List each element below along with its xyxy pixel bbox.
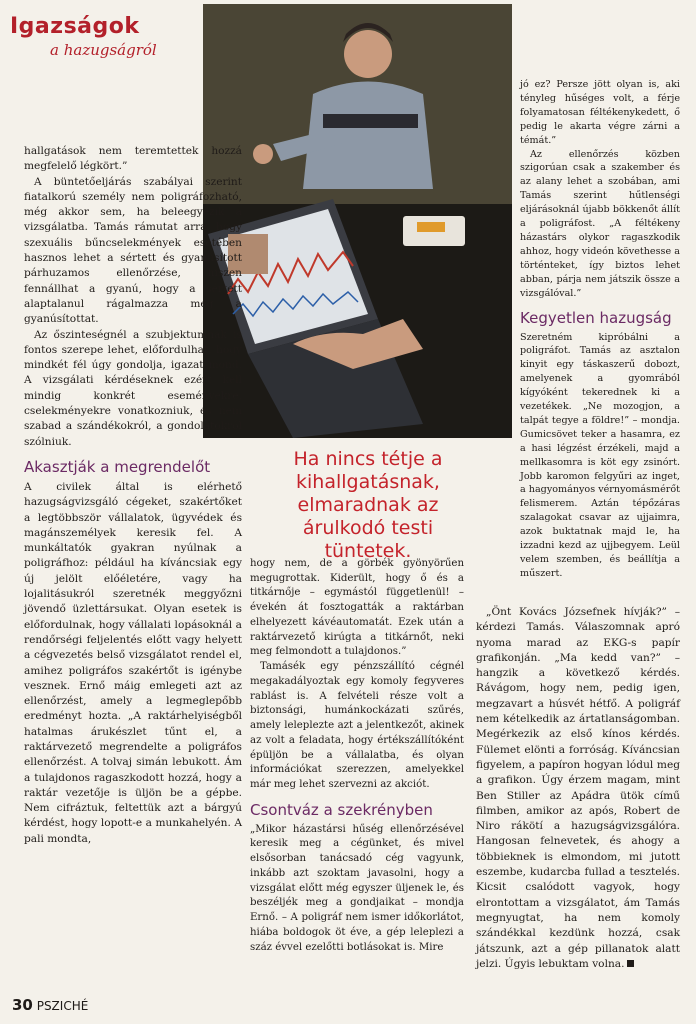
col2-paragraph-1: hogy nem, de a görbék gyönyörűen megugrottak. Kiderült, hogy ő és a titkárnője – egymástól függetlenül! – évekén át fosztogatták a raktárban elhelyezett kávéautomatát. Ezek után a raktárvezető kirúgta a titkárnőt, neki meg felmondott a tulajdonos.” [250,558,464,658]
col1-paragraph-2: A büntetőeljárás szabályai szerint fiatalkorú személy nem poligráfozható, még akkor sem, ha beleegyezik a vizsgálatba. Tamás rámutat arra, hogy szexuális bűncselekmények esetében hasznos lehet a sértett és gyanúsított párhuzamos ellenőrzése, hiszen fennállhat a gyanú, hogy a sértett alaptalanul rágalmazza meg a gyanúsítottat. [24,175,242,326]
col1-paragraph-3: Az őszinteségnél a szubjektumnak is fontos szerepe lehet, előfordulhat, hogy mindkét fél úgy gondolja, igazat mond. A vizsgálati kérdéseknek ezért kell mindig konkrét eseményekre, cselekményekre vonatkozniuk, és nem szabad a szándékokról, a gondolatokról szólniuk. [24,328,242,448]
col1-paragraph-4: A civilek által is elérhető hazugságvizsgáló cégeket, szakértőket a legtöbbször vállalatok, ügyvédek és magánszemélyek keresik fel. A munkáltatók gyakran nyúlnak a poligráfhoz: például ha kíváncsiak egy új jelölt előéletére, vagy ha lojalitásukról szeretnék meggyőzni jövendő üzlettársukat. Olyan esetek is előfordulnak, hogy vállalati lopásoknál a rendőrségi feljelentés előtt vagy helyett a cégvezetés belső vizsgálatot rendel el, amihez poligráfos szakértőt is igénybe vesznek. Ernő máig emlegeti azt az ellenőrzést, amely a legmeglepőbb eredményt hozta. „A raktárhelyiségből hatalmas árukészlet tűnt el, a raktárvezető megrendelte a poligráfos ellenőrzést. A tolvaj simán lebukott. Ám a tulajdonos ragaszkodott hozzá, hogy a raktár vezetője is üljön be a gépbe. Nem cifráztuk, feltettük azt a bárgyú kérdést, hogy lopott-e a munkahelyén. A pali mondta, [24,480,242,845]
polygraph-photo [203,4,512,438]
magazine-name: PSZICHÉ [36,999,89,1013]
col3-subheading: Kegyetlen hazugság [520,308,672,327]
col3-paragraph-4: „Önt Kovács Józsefnek hívják?” – kérdezi Tamás. Válaszomnak apró nyoma marad az EKG-s papír grafikonján. „Ma kedd van?” – hangzik a következő kérdés. Rávágom, hogy nem, pedig igen, megzavart a húsvét hétfő. A poligráf nem kételkedik az ártatlanságomban. Megérkezik az első kínos kérdés. Fülemet elönti a forróság. Kíváncsian figyelem, a papíron hogyan lódul meg a grafikon. Úgy érzem magam, mint Ben Stiller az Apádra ütök című filmben, amikor az após, Robert de Niro rákötí a hazugságvizsgálóra. Hangosan felnevetek, és ahogy a többieknek is elmondom, mi jutott eszembe, kudarcba fullad a tesztelés. Kicsit csalódott vagyok, hogy elrontottam a vizsgálatot, ám Tamás megnyugtat, ha nem komoly szándékkal kezdünk hozzá, csak játszunk, azt a gép pillanatok alatt jelzi. Úgyis lebuktam volna. [476,606,680,970]
photo-illustration [203,4,512,438]
col2-paragraph-2: Tamásék egy pénzszállító cégnél megakadályoztak egy komoly fegyveres rablást is. A felvételi része volt a biztonsági, humánkockázati szűrés, amely leleplezte azt a jelentkezőt, akinek az volt a feladata, hogy értékszállítóként épüljön be a vállalatba, és olyan információkat szerezzen, amelyekkel már meg lehet szervezni az akciót. [250,661,464,791]
column-2 [250,557,464,955]
col1-paragraph-1: hallgatások nem teremtettek hozzá megfelelő légkört.” [24,145,242,173]
page-number: 30 [12,996,33,1014]
end-mark [627,960,634,967]
kicker-subtitle: a hazugságról [50,41,157,59]
col1-subheading: Akasztják a megrendelőt [24,457,211,476]
kicker-title: Igazságok [10,14,140,39]
column-3-bottom [476,605,680,972]
column-3-top [520,78,680,581]
page-footer [12,996,88,1014]
col2-subheading: Csontváz a szekrényben [250,800,433,819]
section-kicker [10,14,200,59]
pull-quote: Ha nincs tétje a kihallgatásnak, elmaradnak az árulkodó testi tüntetek. [258,448,478,563]
col3-paragraph-2: Az ellenőrzés közben szigorúan csak a szakember és az alany lehet a szobában, ami Tamás szerint hűtlenségi eljárásoknál újabb bökkenőt állít a poligráfost. „A féltékeny házastárs olykor ragaszkodik ahhoz, hogy videón követhesse a történteket, így biztos lehet abban, párja nem játszik össze a vizsgálóval.” [520,148,680,299]
column-1 [24,144,242,847]
col2-paragraph-3: „Mikor házastársi hűség ellenőrzésével keresik meg a cégünket, és mivel elsősorban tanácsadó cég vagyunk, inkább azt szoktam javasolni, hogy a vizsgálat előtt még egyszer üljenek le, és beszéljék meg a gondjaikat – mondja Ernő. – A poligráf nem ismer időkorlátot, hiába boldogok öt éve, a gép leleplezi a száz évvel ezelőtti botlásokat is. Mire [250,823,464,953]
col3-paragraph-3: Szeretném kipróbálni a poligráfot. Tamás az asztalon kinyit egy táskaszerű dobozt, amelyenek a gyomrából kígyóként tekerednek ki a vezetékek. „Ne mozogjon, a talpát tegye a földre!” – mondja. Gumicsövet teker a hasamra, ez a hasi légzést érzékeli, majd a mellkasomra is köt egy zsinórt. Jobb karomon felgyűri az inget, a hagyományos vérnyomásmérőt felismerem. Aztán tépőzáras szalagokat csavar az ujjaimra, azok buktatnak majd le, ha izzadni kezd az ujjbegyem. Leül velem szemben, és beállítja a műszert. [520,331,680,579]
col3-paragraph-1: jó ez? Persze jött olyan is, aki tényleg hűséges volt, a férje folyamatosan féltékenykedett, ő pedig le akarta végre zárni a témát.” [520,79,680,146]
